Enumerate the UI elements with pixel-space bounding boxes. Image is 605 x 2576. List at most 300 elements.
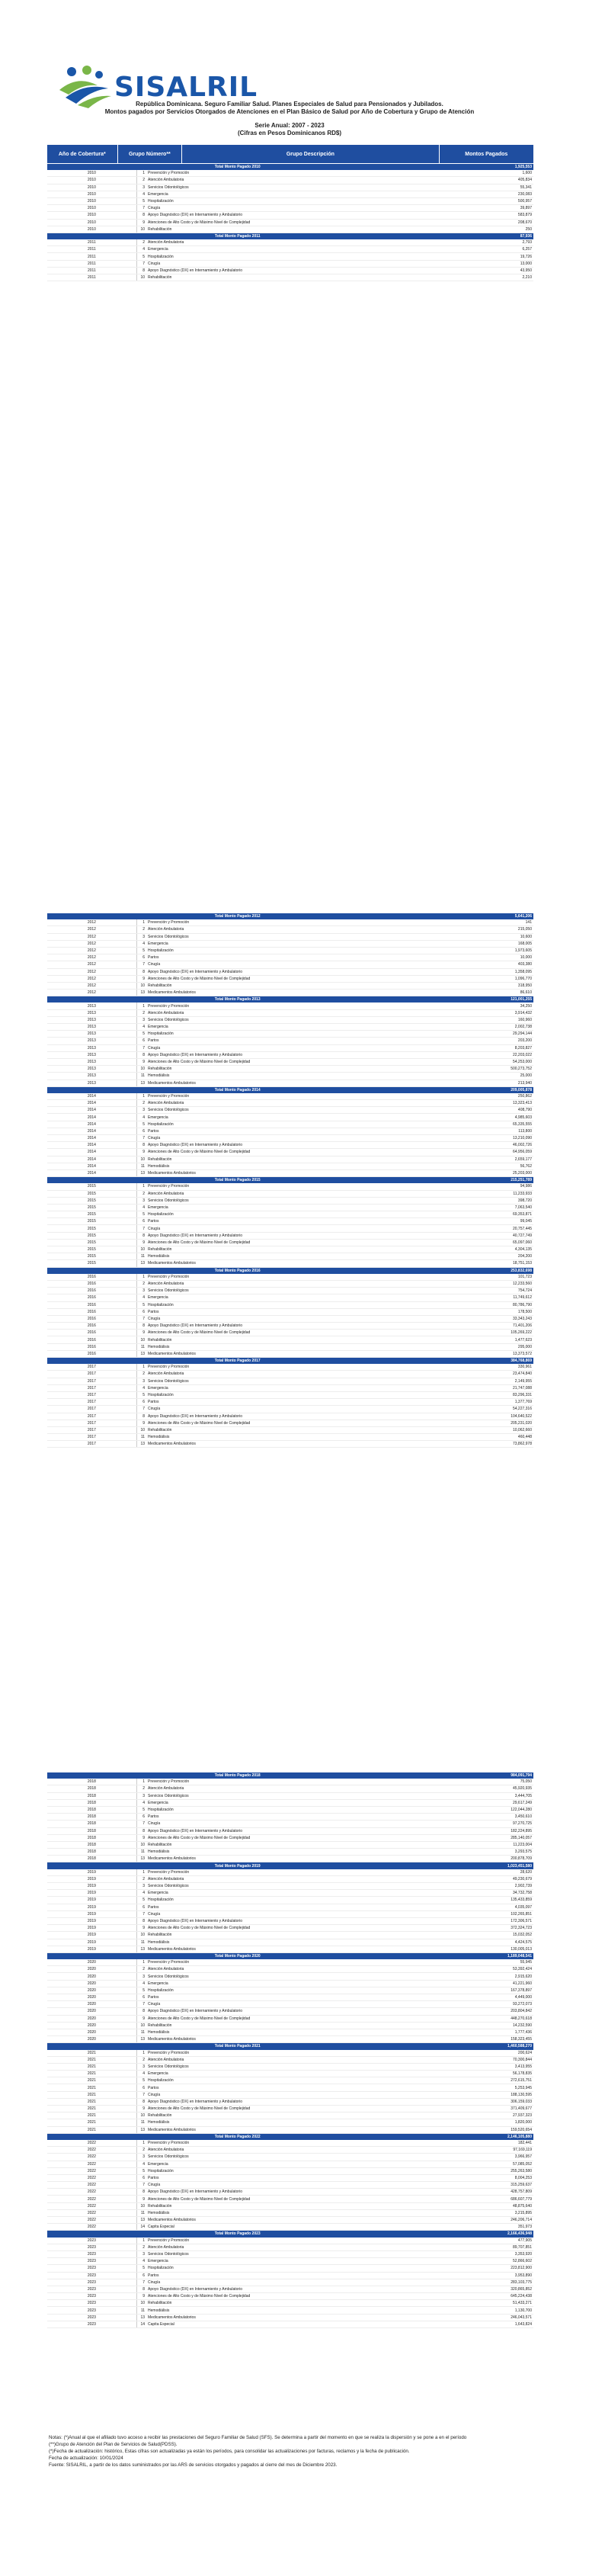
row-year: 2020 (47, 2001, 136, 2008)
row-group-description: Hemodiálisis (146, 1163, 427, 1169)
table-row (47, 2056, 533, 2063)
year-total-amount: 984,091,794 (427, 1772, 533, 1779)
row-amount: 3,450,610 (427, 1814, 533, 1821)
table-row (47, 1779, 533, 1785)
row-amount: 477,905 (427, 2238, 533, 2244)
table-row (47, 968, 533, 975)
row-group-number: 11 (136, 1253, 146, 1260)
row-year: 2015 (47, 1225, 136, 1232)
row-amount: 70,300,844 (427, 2056, 533, 2063)
row-group-description: Atención Ambulatoria (146, 1190, 427, 1197)
row-year: 2013 (47, 1002, 136, 1009)
row-group-number: 7 (136, 961, 146, 968)
table-row (47, 1792, 533, 1799)
row-year: 2011 (47, 239, 136, 246)
row-group-description: Apoyo Diagnóstico (DX) en Internamiento y Ambulatorio (146, 1827, 427, 1834)
row-year: 2023 (47, 2265, 136, 2272)
table-row (47, 2119, 533, 2126)
row-amount: 182,441 (427, 2140, 533, 2147)
row-group-number: 3 (136, 1378, 146, 1384)
row-group-description: Servicios Odontológicos (146, 2250, 427, 2257)
col-amount: Montos Pagados (440, 145, 533, 163)
table-row (47, 954, 533, 961)
row-amount: 39,897 (427, 205, 533, 212)
row-group-number: 6 (136, 1128, 146, 1134)
row-group-description: Emergencia (146, 1799, 427, 1806)
row-group-description: Apoyo Diagnóstico (DX) en Internamiento y Ambulatorio (146, 968, 427, 975)
row-year: 2018 (47, 1799, 136, 1806)
row-group-description: Hemodiálisis (146, 2307, 427, 2314)
row-group-description: Servicios Odontológicos (146, 184, 427, 191)
row-amount: 645,224,438 (427, 2293, 533, 2300)
row-amount: 168,005 (427, 940, 533, 947)
row-group-description: Prevención y Promoción (146, 1959, 427, 1966)
row-group-number: 1 (136, 1364, 146, 1371)
row-group-number: 5 (136, 2265, 146, 2272)
row-amount: 21,747,088 (427, 1384, 533, 1391)
table-row (47, 1211, 533, 1218)
row-group-number: 5 (136, 1031, 146, 1038)
row-amount: 250 (427, 226, 533, 233)
year-total-amount: 1,460,588,270 (427, 2043, 533, 2050)
year-total-row (47, 1862, 533, 1869)
table-row (47, 2202, 533, 2209)
row-group-number: 1 (136, 1093, 146, 1100)
row-group-number: 3 (136, 2063, 146, 2070)
row-amount: 3,966,957 (427, 2154, 533, 2161)
data-table-section-3 (47, 1772, 533, 2328)
row-year: 2018 (47, 1821, 136, 1827)
row-group-number: 7 (136, 1821, 146, 1827)
table-row (47, 1910, 533, 1917)
row-group-description: Prevención y Promoción (146, 1364, 427, 1371)
row-group-number: 1 (136, 1779, 146, 1785)
table-row (47, 197, 533, 204)
table-row (47, 1330, 533, 1336)
header-line-1: República Dominicana. Seguro Familiar Salud. Planes Especiales de Salud para Pensionados y Jubilados. (136, 101, 443, 107)
table-row (47, 1323, 533, 1330)
table-row (47, 2265, 533, 2272)
row-group-number: 5 (136, 1121, 146, 1128)
table-row (47, 2300, 533, 2307)
row-group-description: Atenciones de Alto Costo y de Máximo Nivel de Complejidad (146, 2015, 427, 2022)
row-amount: 372,324,723 (427, 1925, 533, 1932)
row-group-number: 13 (136, 1079, 146, 1086)
row-group-description: Emergencia (146, 940, 427, 947)
row-year: 2014 (47, 1107, 136, 1114)
year-total-row (47, 233, 533, 239)
table-row (47, 2140, 533, 2147)
row-group-description: Atención Ambulatoria (146, 1280, 427, 1287)
row-group-number: 13 (136, 1350, 146, 1357)
row-amount: 205,231,020 (427, 1420, 533, 1426)
row-year: 2014 (47, 1114, 136, 1121)
row-group-description: Apoyo Diagnóstico (DX) en Internamiento y Ambulatorio (146, 2286, 427, 2292)
row-year: 2019 (47, 1939, 136, 1946)
row-year: 2017 (47, 1413, 136, 1420)
row-amount: 105,269,222 (427, 1330, 533, 1336)
table-row (47, 2258, 533, 2265)
row-year: 2016 (47, 1301, 136, 1308)
row-amount: 3,444,705 (427, 1792, 533, 1799)
year-total-amount: 253,832,698 (427, 1267, 533, 1274)
row-year: 2023 (47, 2321, 136, 2327)
row-year: 2012 (47, 990, 136, 996)
row-group-number: 6 (136, 2272, 146, 2279)
year-total-label: Total Monto Pagado 2010 (47, 164, 427, 170)
row-amount: 285,140,057 (427, 1834, 533, 1841)
row-year: 2012 (47, 954, 136, 961)
row-year: 2018 (47, 1849, 136, 1856)
row-year: 2020 (47, 1994, 136, 2001)
table-row (47, 260, 533, 267)
row-year: 2019 (47, 1875, 136, 1882)
row-group-number: 8 (136, 1917, 146, 1924)
row-group-number: 13 (136, 1260, 146, 1267)
row-group-number: 13 (136, 2036, 146, 2043)
row-group-number: 3 (136, 1107, 146, 1114)
row-group-description: Cirugía (146, 1315, 427, 1322)
footnote: Fuente: SISALRIL, a partir de los datos suministrados por las ARS de servicios otorgados y pagados al cierre del mes de Diciembre 2023. (49, 2462, 338, 2468)
row-amount: 93,272,073 (427, 2001, 533, 2008)
row-group-description: Rehabilitación (146, 982, 427, 989)
row-group-description: Apoyo Diagnóstico (DX) en Internamiento y Ambulatorio (146, 212, 427, 219)
table-row (47, 1856, 533, 1862)
row-year: 2016 (47, 1274, 136, 1281)
row-group-number: 11 (136, 2307, 146, 2314)
row-year: 2010 (47, 177, 136, 184)
table-row (47, 2174, 533, 2181)
row-group-description: Partos (146, 1218, 427, 1225)
row-group-number: 5 (136, 2167, 146, 2174)
row-group-description: Partos (146, 1038, 427, 1044)
table-row (47, 1253, 533, 1260)
row-group-number: 9 (136, 2015, 146, 2022)
row-group-description: Atenciones de Alto Costo y de Máximo Nivel de Complejidad (146, 1925, 427, 1932)
row-group-description: Atención Ambulatoria (146, 1785, 427, 1792)
year-total-amount: 2,146,105,880 (427, 2133, 533, 2140)
row-year: 2014 (47, 1169, 136, 1176)
row-year: 2013 (47, 1031, 136, 1038)
table-row (47, 919, 533, 926)
row-group-description: Partos (146, 1128, 427, 1134)
row-year: 2023 (47, 2300, 136, 2307)
row-year: 2014 (47, 1142, 136, 1149)
row-group-number: 1 (136, 2050, 146, 2057)
row-group-description: Apoyo Diagnóstico (DX) en Internamiento y Ambulatorio (146, 1413, 427, 1420)
row-year: 2017 (47, 1371, 136, 1378)
table-row (47, 2314, 533, 2321)
row-year: 2012 (47, 933, 136, 940)
table-row (47, 2112, 533, 2119)
row-amount: 89,707,851 (427, 2244, 533, 2250)
row-amount: 2,210 (427, 274, 533, 281)
row-group-description: Medicamentos Ambulatorios (146, 1169, 427, 1176)
table-row (47, 226, 533, 233)
row-amount: 182,224,895 (427, 1827, 533, 1834)
row-amount: 306,159,033 (427, 2098, 533, 2105)
row-amount: 3,353,920 (427, 2250, 533, 2257)
table-row (47, 1204, 533, 1211)
row-amount: 71,401,206 (427, 1323, 533, 1330)
row-year: 2011 (47, 274, 136, 281)
row-group-description: Partos (146, 2084, 427, 2091)
year-total-row (47, 1358, 533, 1365)
row-group-description: Cirugía (146, 2279, 427, 2286)
row-amount: 99,045 (427, 1218, 533, 1225)
year-total-row (47, 2231, 533, 2238)
table-row (47, 1128, 533, 1134)
row-year: 2021 (47, 2106, 136, 2112)
table-row (47, 2091, 533, 2098)
row-group-description: Rehabilitación (146, 2300, 427, 2307)
row-group-number: 5 (136, 1391, 146, 1398)
row-group-description: Apoyo Diagnóstico (DX) en Internamiento y Ambulatorio (146, 1323, 427, 1330)
row-amount: 230,083 (427, 191, 533, 197)
row-year: 2010 (47, 205, 136, 212)
row-group-number: 5 (136, 1301, 146, 1308)
row-amount: 23,474,840 (427, 1371, 533, 1378)
row-amount: 19,726 (427, 253, 533, 260)
row-amount: 330,961 (427, 1364, 533, 1371)
row-year: 2019 (47, 1890, 136, 1897)
row-amount: 57,085,052 (427, 2161, 533, 2167)
row-group-description: Partos (146, 954, 427, 961)
year-total-label: Total Monto Pagado 2016 (47, 1267, 427, 1274)
row-year: 2014 (47, 1093, 136, 1100)
row-group-number: 4 (136, 191, 146, 197)
row-amount: 1,096,770 (427, 975, 533, 982)
table-row (47, 2008, 533, 2015)
row-amount: 56,762 (427, 1163, 533, 1169)
row-group-description: Atenciones de Alto Costo y de Máximo Nivel de Complejidad (146, 2196, 427, 2202)
row-year: 2015 (47, 1232, 136, 1239)
year-total-amount: 5,641,206 (427, 913, 533, 919)
row-year: 2022 (47, 2189, 136, 2196)
row-group-description: Apoyo Diagnóstico (DX) en Internamiento y Ambulatorio (146, 1051, 427, 1058)
row-group-description: Emergencia (146, 1204, 427, 1211)
table-row (47, 1308, 533, 1315)
row-amount: 583,879 (427, 212, 533, 219)
row-amount: 75,050 (427, 1779, 533, 1785)
row-group-number: 14 (136, 2224, 146, 2231)
row-year: 2023 (47, 2244, 136, 2250)
table-row (47, 2029, 533, 2035)
row-group-description: Rehabilitación (146, 1246, 427, 1253)
row-amount: 1,358,095 (427, 968, 533, 975)
year-total-label: Total Monto Pagado 2011 (47, 233, 427, 239)
table-row (47, 2001, 533, 2008)
row-year: 2011 (47, 253, 136, 260)
table-row (47, 1980, 533, 1987)
table-row (47, 2161, 533, 2167)
table-row (47, 1301, 533, 1308)
year-total-row (47, 1952, 533, 1959)
row-year: 2016 (47, 1315, 136, 1322)
row-group-description: Prevención y Promoción (146, 2050, 427, 2057)
row-year: 2010 (47, 191, 136, 197)
report-header (46, 101, 533, 137)
row-year: 2017 (47, 1434, 136, 1441)
row-year: 2017 (47, 1399, 136, 1406)
row-amount: 6,257 (427, 246, 533, 253)
row-year: 2019 (47, 1925, 136, 1932)
row-group-description: Atención Ambulatoria (146, 1009, 427, 1016)
row-year: 2023 (47, 2293, 136, 2300)
row-group-number: 7 (136, 1315, 146, 1322)
row-group-number: 6 (136, 2174, 146, 2181)
row-year: 2014 (47, 1156, 136, 1163)
row-group-description: Medicamentos Ambulatorios (146, 1441, 427, 1448)
row-group-description: Medicamentos Ambulatorios (146, 990, 427, 996)
row-group-description: Servicios Odontológicos (146, 2063, 427, 2070)
table-row (47, 191, 533, 197)
row-group-number: 2 (136, 926, 146, 933)
row-group-number: 8 (136, 212, 146, 219)
row-group-description: Cirugía (146, 2091, 427, 2098)
row-group-description: Atención Ambulatoria (146, 926, 427, 933)
row-group-number: 10 (136, 274, 146, 281)
table-row (47, 1246, 533, 1253)
row-group-description: Apoyo Diagnóstico (DX) en Internamiento y Ambulatorio (146, 2008, 427, 2015)
table-row (47, 982, 533, 989)
row-group-description: Prevención y Promoción (146, 2238, 427, 2244)
col-group-number: Grupo Número** (118, 145, 183, 163)
row-group-number: 6 (136, 1038, 146, 1044)
row-year: 2022 (47, 2224, 136, 2231)
table-row (47, 2189, 533, 2196)
row-amount: 27,937,323 (427, 2112, 533, 2119)
row-year: 2021 (47, 2077, 136, 2084)
table-row (47, 1288, 533, 1294)
table-row (47, 990, 533, 996)
row-group-description: Apoyo Diagnóstico (DX) en Internamiento y Ambulatorio (146, 1232, 427, 1239)
table-row (47, 1093, 533, 1100)
row-amount: 4,424,575 (427, 1939, 533, 1946)
row-group-description: Hospitalización (146, 1897, 427, 1904)
row-amount: 65,335,555 (427, 1121, 533, 1128)
row-amount: 54,227,316 (427, 1406, 533, 1413)
row-group-description: Rehabilitación (146, 2202, 427, 2209)
row-year: 2021 (47, 2126, 136, 2133)
table-row (47, 1336, 533, 1343)
row-year: 2013 (47, 1073, 136, 1079)
row-year: 2013 (47, 1058, 136, 1065)
row-amount: 45,920,935 (427, 1785, 533, 1792)
row-amount: 25,000 (427, 1073, 533, 1079)
row-amount: 295,000 (427, 1343, 533, 1350)
row-year: 2020 (47, 2036, 136, 2043)
row-group-number: 7 (136, 2182, 146, 2189)
row-group-number: 5 (136, 2077, 146, 2084)
row-year: 2019 (47, 1869, 136, 1876)
table-row (47, 2286, 533, 2292)
row-year: 2010 (47, 197, 136, 204)
row-group-description: Apoyo Diagnóstico (DX) en Internamiento y Ambulatorio (146, 2098, 427, 2105)
row-group-description: Hospitalización (146, 1391, 427, 1398)
row-group-description: Emergencia (146, 1024, 427, 1031)
row-group-description: Atenciones de Alto Costo y de Máximo Nivel de Complejidad (146, 1239, 427, 1246)
row-group-number: 4 (136, 2071, 146, 2077)
row-group-description: Cirugía (146, 260, 427, 267)
row-group-description: Hemodiálisis (146, 1253, 427, 1260)
row-year: 2019 (47, 1946, 136, 1952)
row-year: 2012 (47, 961, 136, 968)
row-amount: 13,210,090 (427, 1135, 533, 1142)
row-group-number: 7 (136, 1406, 146, 1413)
footnote: Notas: (*)Anual al que el afiliado tuvo acceso a recibir las prestaciones del Seguro Familiar de Salud (SFS). Se determina a partir del momento en que se realiza la dispersión y se pone a en el período (49, 2435, 467, 2440)
table-row (47, 1114, 533, 1121)
row-year: 2019 (47, 1932, 136, 1939)
row-year: 2022 (47, 2209, 136, 2216)
row-amount: 7,063,540 (427, 1204, 533, 1211)
row-amount: 255,263,580 (427, 2167, 533, 2174)
row-group-number: 5 (136, 1211, 146, 1218)
row-group-number: 7 (136, 1910, 146, 1917)
row-group-number: 9 (136, 2196, 146, 2202)
row-year: 2012 (47, 940, 136, 947)
row-year: 2010 (47, 219, 136, 226)
row-group-number: 10 (136, 1426, 146, 1433)
table-row (47, 1274, 533, 1281)
row-group-number: 1 (136, 2140, 146, 2147)
row-group-number: 3 (136, 1288, 146, 1294)
row-group-description: Servicios Odontológicos (146, 1378, 427, 1384)
row-group-number: 5 (136, 1987, 146, 1994)
table-row (47, 933, 533, 940)
row-year: 2019 (47, 1883, 136, 1890)
row-group-description: Emergencia (146, 1384, 427, 1391)
row-amount: 159,520,654 (427, 2126, 533, 2133)
table-row (47, 1799, 533, 1806)
col-group-description: Grupo Descripción (182, 145, 439, 163)
year-total-row (47, 2043, 533, 2050)
row-group-number: 9 (136, 975, 146, 982)
year-total-amount: 209,005,878 (427, 1086, 533, 1093)
row-group-number: 7 (136, 205, 146, 212)
row-year: 2022 (47, 2182, 136, 2189)
table-row (47, 1939, 533, 1946)
table-row (47, 2050, 533, 2057)
table-row (47, 2077, 533, 2084)
row-year: 2017 (47, 1391, 136, 1398)
row-amount: 46,002,726 (427, 1142, 533, 1149)
table-row (47, 1441, 533, 1448)
row-group-number: 13 (136, 990, 146, 996)
row-group-description: Hemodiálisis (146, 1849, 427, 1856)
table-row (47, 2022, 533, 2029)
row-amount: 25,203,000 (427, 1169, 533, 1176)
row-year: 2013 (47, 1024, 136, 1031)
row-amount: 167,378,897 (427, 1987, 533, 1994)
table-row (47, 1890, 533, 1897)
row-group-description: Hospitalización (146, 2265, 427, 2272)
row-group-number: 9 (136, 1420, 146, 1426)
table-row (47, 1002, 533, 1009)
row-amount: 10,000 (427, 954, 533, 961)
row-year: 2021 (47, 2063, 136, 2070)
row-year: 2011 (47, 267, 136, 274)
row-group-number: 2 (136, 2244, 146, 2250)
row-amount: 97,169,119 (427, 2147, 533, 2154)
row-group-number: 5 (136, 1897, 146, 1904)
row-group-number: 2 (136, 2056, 146, 2063)
row-group-description: Apoyo Diagnóstico (DX) en Internamiento y Ambulatorio (146, 1917, 427, 1924)
table-row (47, 1821, 533, 1827)
row-amount: 8,004,253 (427, 2174, 533, 2181)
row-year: 2021 (47, 2050, 136, 2057)
table-row (47, 1917, 533, 1924)
